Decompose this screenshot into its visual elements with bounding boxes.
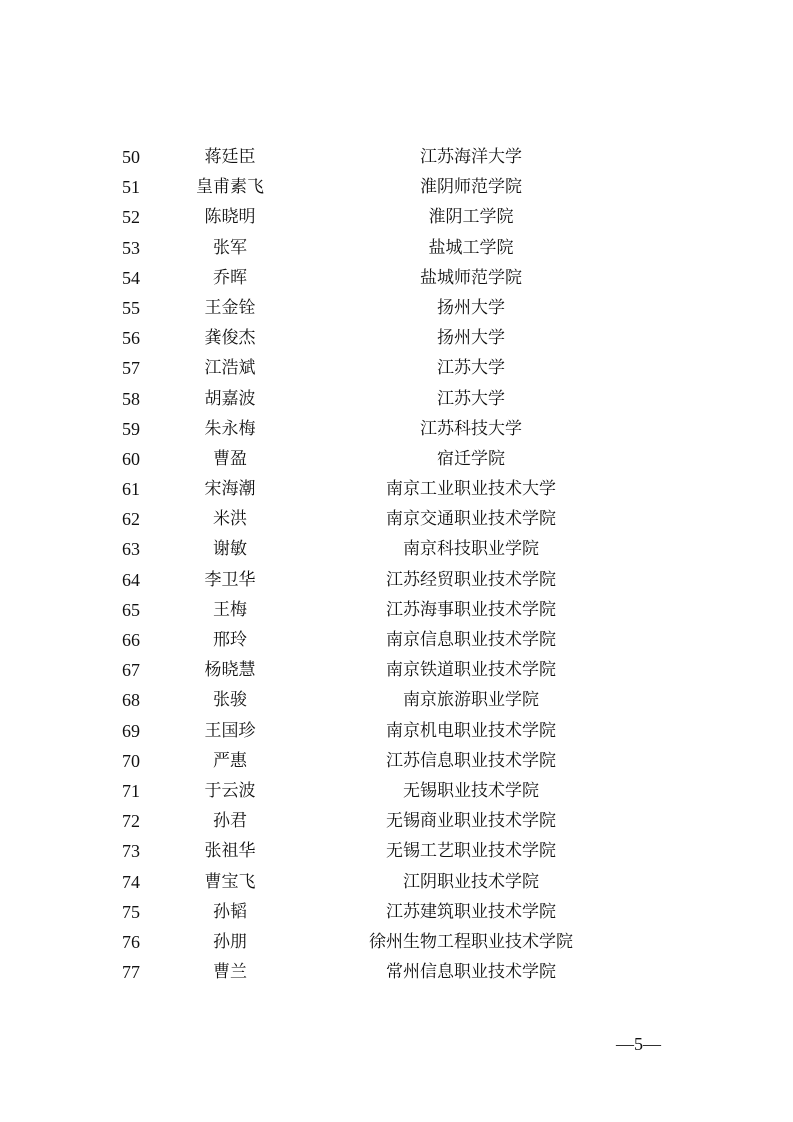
row-number: 63 [122,539,140,560]
institution-name: 江阴职业技术学院 [403,871,539,892]
person-name: 龚俊杰 [204,328,256,349]
person-name: 李卫华 [204,569,256,590]
person-name: 曹盈 [213,448,247,469]
list-row [0,504,793,534]
list-row [0,444,793,474]
person-name: 曹兰 [213,962,247,983]
list-row [0,867,793,897]
list-row [0,142,793,172]
institution-name: 宿迁学院 [437,448,505,469]
institution-name: 江苏经贸职业技术学院 [386,569,556,590]
institution-name: 扬州大学 [437,328,505,349]
person-name: 米洪 [213,509,247,530]
institution-name: 无锡工艺职业技术学院 [386,841,556,862]
row-number: 51 [122,177,140,198]
list-row [0,625,793,655]
person-name: 张军 [213,237,247,258]
institution-name: 南京旅游职业学院 [403,690,539,711]
institution-name: 江苏建筑职业技术学院 [386,901,556,922]
list-row [0,655,793,685]
list-row [0,534,793,564]
person-name: 乔晖 [213,267,247,288]
list-row [0,414,793,444]
list-row [0,172,793,202]
row-number: 69 [122,720,140,741]
row-number: 54 [122,267,140,288]
row-number: 74 [122,871,140,892]
row-number: 52 [122,207,140,228]
person-name: 朱永梅 [204,418,256,439]
list-row [0,716,793,746]
institution-name: 江苏海洋大学 [420,147,522,167]
list-row [0,384,793,414]
name-list [0,142,793,987]
institution-name: 南京工业职业技术大学 [386,479,556,500]
institution-name: 扬州大学 [437,297,505,318]
row-number: 59 [122,418,140,439]
person-name: 张祖华 [204,841,256,862]
row-number: 72 [122,811,140,832]
row-number: 61 [122,479,140,500]
list-row [0,353,793,383]
row-number: 71 [122,780,140,801]
row-number: 58 [122,388,140,409]
person-name: 谢敏 [213,539,247,560]
institution-name: 江苏大学 [437,358,505,379]
person-name: 孙韬 [213,901,247,922]
person-name: 胡嘉波 [204,388,256,409]
institution-name: 江苏科技大学 [420,418,522,439]
institution-name: 无锡商业职业技术学院 [386,811,556,832]
row-number: 57 [122,358,140,379]
person-name: 曹宝飞 [204,871,256,892]
list-row [0,806,793,836]
person-name: 蒋廷臣 [204,147,256,167]
list-row [0,685,793,715]
institution-name: 南京交通职业技术学院 [386,509,556,530]
list-row [0,474,793,504]
person-name: 邢玲 [213,630,247,650]
list-row [0,202,793,232]
institution-name: 江苏海事职业技术学院 [386,599,556,620]
list-row [0,776,793,806]
person-name: 皇甫素飞 [196,177,264,198]
list-row [0,263,793,293]
person-name: 江浩斌 [204,358,256,379]
list-row [0,746,793,776]
row-number: 77 [122,962,140,983]
person-name: 杨晓慧 [204,660,256,681]
institution-name: 淮阴工学院 [428,207,514,228]
institution-name: 江苏信息职业技术学院 [386,750,556,771]
person-name: 宋海潮 [204,479,256,500]
person-name: 孙朋 [213,931,247,952]
person-name: 严惠 [213,750,247,771]
institution-name: 南京信息职业技术学院 [386,630,556,650]
person-name: 张骏 [213,690,247,711]
row-number: 60 [122,448,140,469]
row-number: 68 [122,690,140,711]
row-number: 56 [122,328,140,349]
list-row [0,565,793,595]
institution-name: 南京机电职业技术学院 [386,720,556,741]
list-row [0,233,793,263]
institution-name: 南京科技职业学院 [403,539,539,560]
row-number: 50 [122,147,140,167]
list-row [0,927,793,957]
person-name: 于云波 [204,780,256,801]
row-number: 62 [122,509,140,530]
list-row [0,957,793,987]
row-number: 75 [122,901,140,922]
institution-name: 无锡职业技术学院 [403,780,539,801]
institution-name: 盐城师范学院 [420,267,522,288]
row-number: 55 [122,297,140,318]
person-name: 孙君 [213,811,247,832]
institution-name: 江苏大学 [437,388,505,409]
row-number: 64 [122,569,140,590]
person-name: 陈晓明 [204,207,256,228]
institution-name: 盐城工学院 [428,237,514,258]
row-number: 73 [122,841,140,862]
list-row [0,836,793,866]
list-row [0,293,793,323]
row-number: 66 [122,630,140,650]
row-number: 53 [122,237,140,258]
row-number: 67 [122,660,140,681]
institution-name: 徐州生物工程职业技术学院 [369,931,573,952]
person-name: 王金铨 [204,297,256,318]
institution-name: 常州信息职业技术学院 [386,962,556,983]
person-name: 王梅 [213,599,247,620]
row-number: 76 [122,931,140,952]
list-row [0,595,793,625]
institution-name: 南京铁道职业技术学院 [386,660,556,681]
institution-name: 淮阴师范学院 [420,177,522,198]
row-number: 65 [122,599,140,620]
page-number: —5— [616,1034,661,1054]
list-row [0,323,793,353]
person-name: 王国珍 [204,720,256,741]
list-row [0,897,793,927]
row-number: 70 [122,750,140,771]
